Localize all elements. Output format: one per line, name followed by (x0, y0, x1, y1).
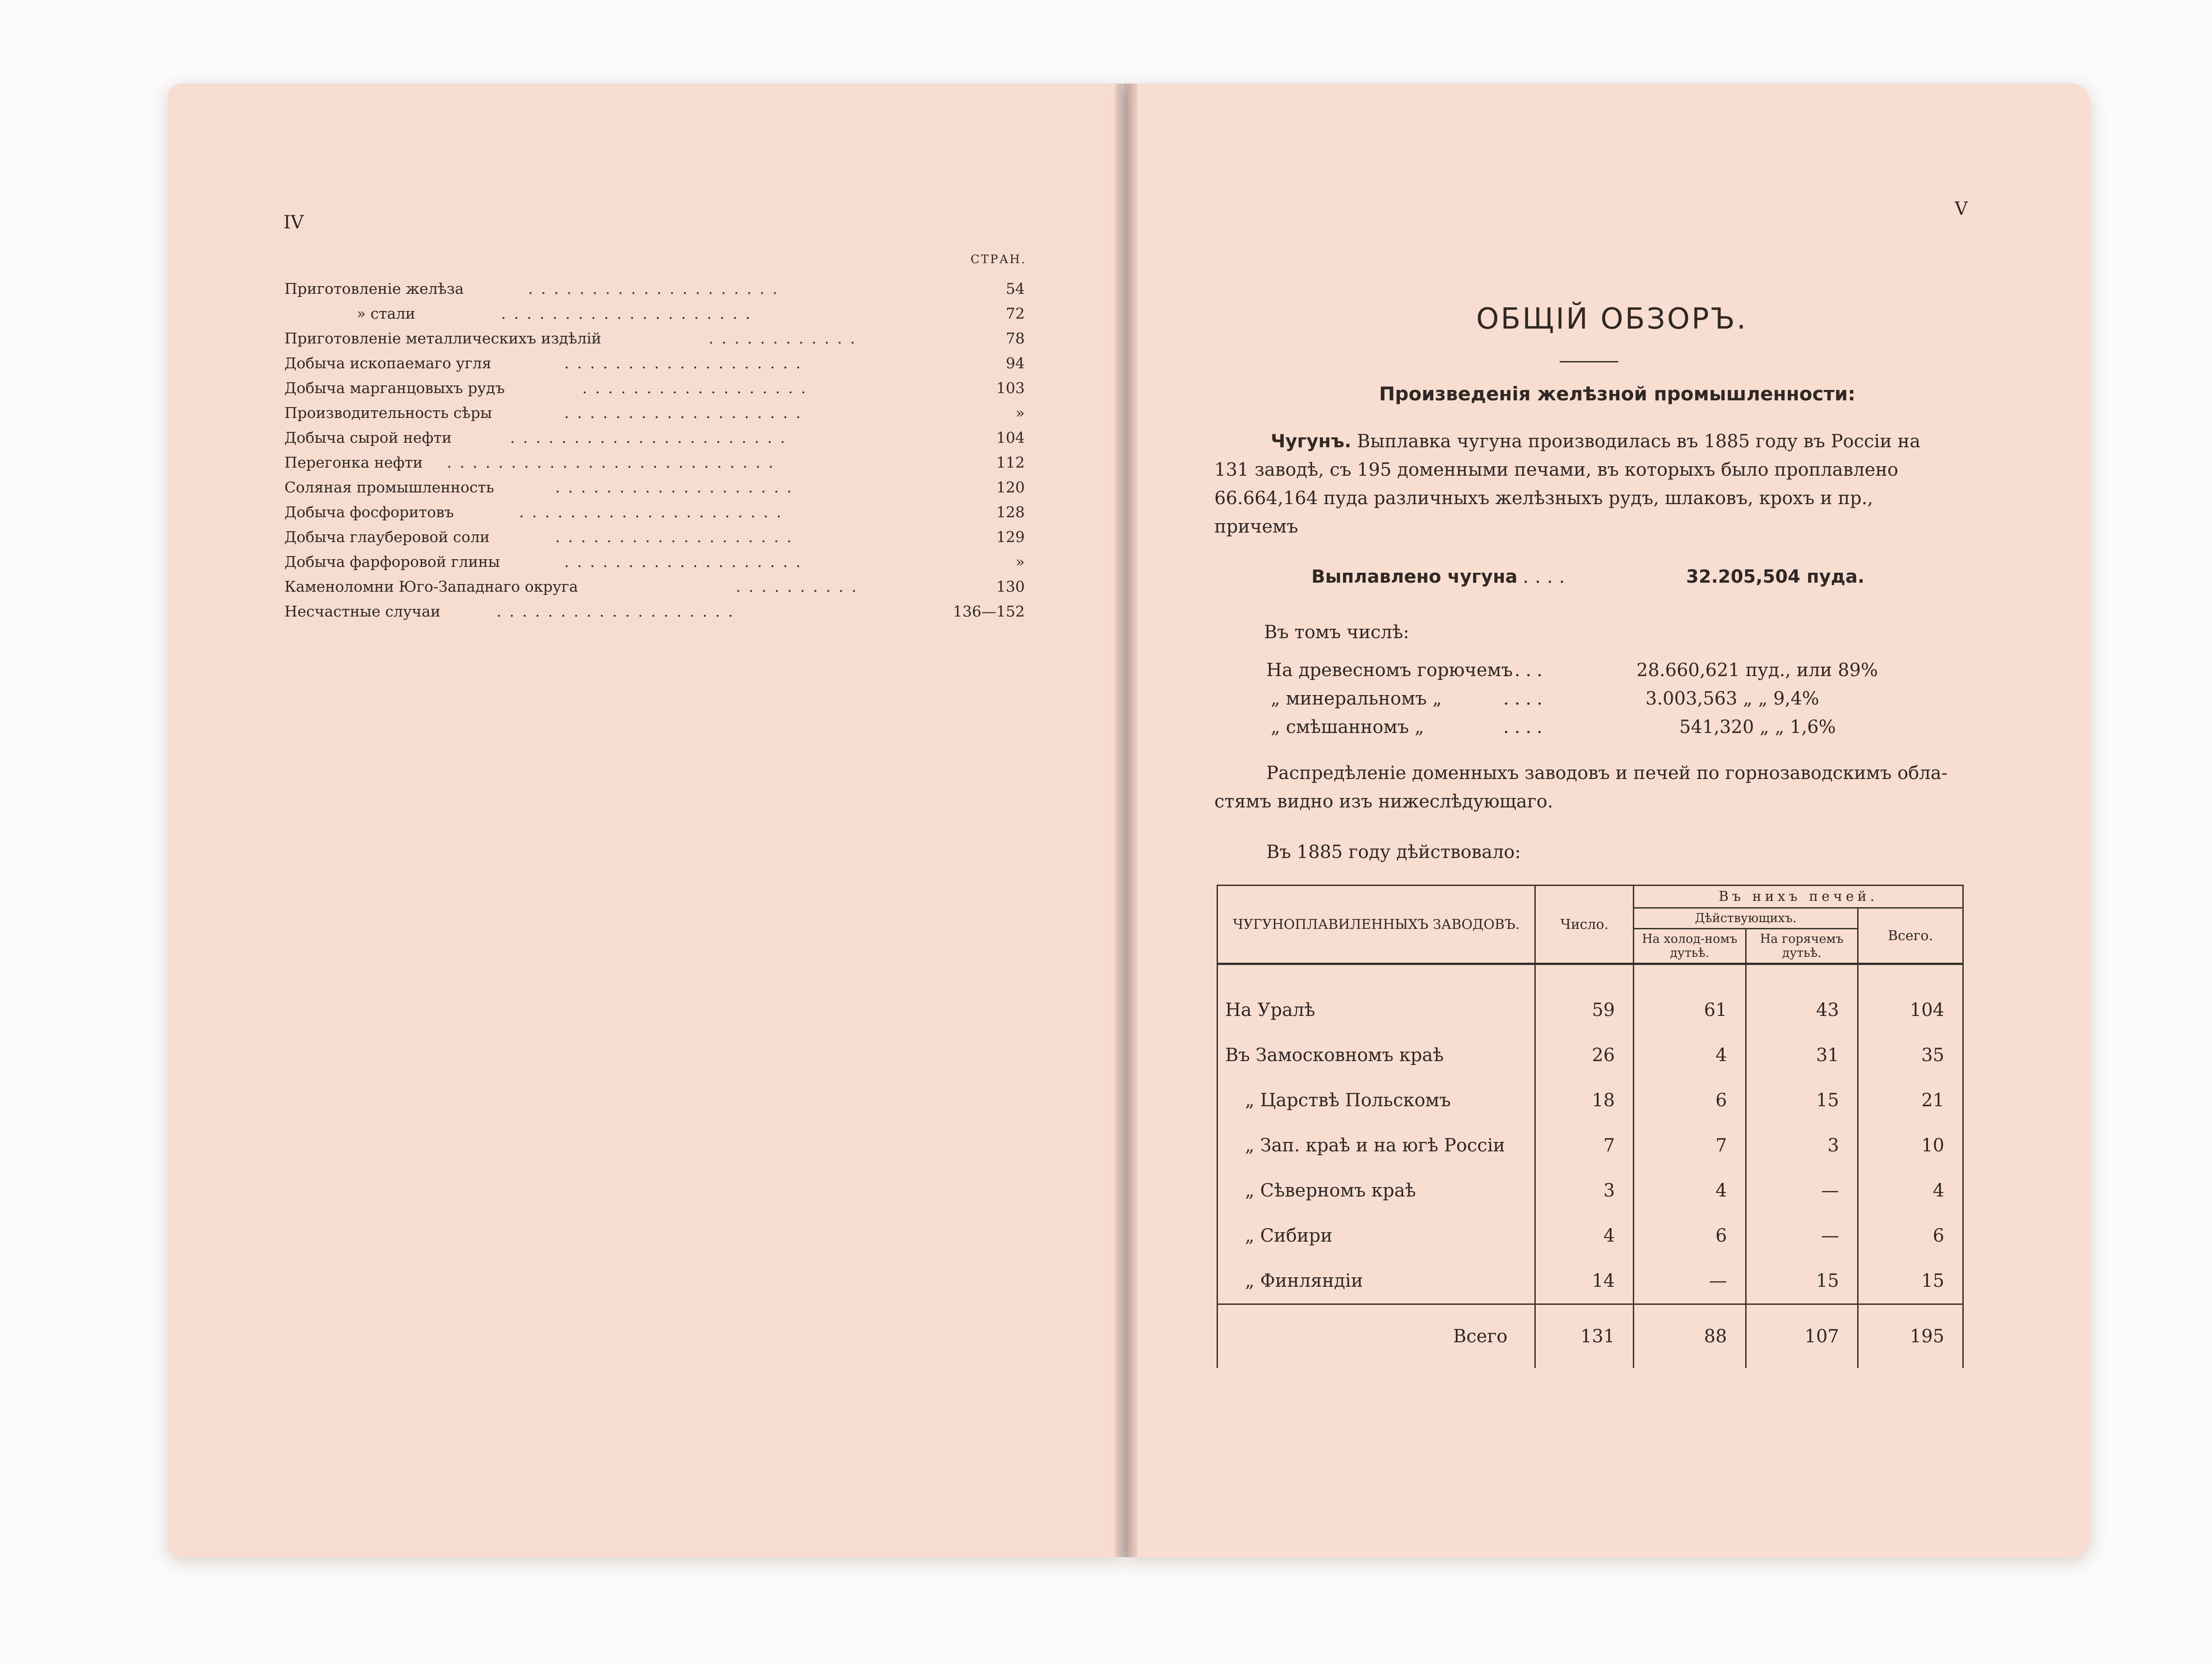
toc-item-label: Каменоломни Юго-Западнаго округа (284, 578, 578, 595)
toc-item (284, 404, 1025, 428)
paragraph-line: 131 заводѣ, съ 195 доменными печами, въ которыхъ было проплавлено (1214, 459, 1898, 480)
paragraph-line: Распредѣленіе доменныхъ заводовъ и печей по горнозаводскимъ обла- (1266, 763, 1948, 784)
table-row: Въ Замосковномъ краѣ 26 4 31 35 (1218, 1033, 1963, 1078)
leader-dots: ................... (564, 553, 809, 570)
paragraph-line: стямъ видно изъ нижеслѣдующаго. (1214, 791, 1553, 812)
toc-item (284, 379, 1025, 403)
section-heading: Произведенія желѣзной промышленности: (1379, 383, 1856, 405)
toc-item (284, 553, 1025, 577)
header-cold-blast: На холод-номъ дутьѣ. (1634, 929, 1746, 964)
toc-item (284, 503, 1025, 528)
region-cell: „ Финляндіи (1218, 1258, 1535, 1304)
page-number: V (1955, 199, 1968, 219)
leader-dots: ................... (564, 354, 809, 372)
table-row: „ Сибири 4 6 — 6 (1218, 1213, 1963, 1258)
toc-item-label: Добыча фарфоровой глины (284, 553, 500, 570)
leader-dots: .................... (501, 305, 758, 322)
leader-dots: .... (1503, 688, 1548, 709)
toc-item-label: Несчастные случаи (284, 603, 441, 620)
header-hot-blast: На горячемъ дутьѣ. (1746, 929, 1858, 964)
toc-item (284, 578, 1025, 602)
toc-item-page: 104 (996, 429, 1025, 446)
table-row: „ Зап. краѣ и на югѣ Россіи 7 7 3 10 (1218, 1123, 1963, 1168)
toc-item-label: » стали (357, 305, 416, 322)
header-active: Дѣйствующихъ. (1634, 908, 1858, 929)
paragraph-lead: Чугунъ. (1271, 431, 1352, 452)
region-cell: „ Сибири (1218, 1213, 1535, 1258)
toc-item-label: Перегонка нефти (284, 454, 423, 471)
region-cell: На Уралѣ (1218, 988, 1535, 1033)
book-gutter (1115, 83, 1138, 1557)
year-line: Въ 1885 году дѣйствовало: (1266, 842, 1521, 863)
toc-item-page: 94 (1006, 354, 1025, 372)
toc-header: СТРАН. (971, 253, 1027, 266)
toc-item-page: 72 (1006, 305, 1025, 322)
toc-item-page: 103 (996, 379, 1025, 397)
toc-item-label: Приготовленіе металлическихъ издѣлій (284, 329, 602, 347)
toc-item-page: 128 (996, 503, 1025, 521)
table-row: „ Финляндіи 14 — 15 15 (1218, 1258, 1963, 1304)
header-total: Всего. (1858, 908, 1963, 964)
including-label: Въ томъ числѣ: (1264, 622, 1409, 643)
page-title: ОБЩІЙ ОБЗОРЪ. (1476, 302, 1748, 336)
fuel-value: 3.003,563 „ „ 9,4% (1645, 688, 1819, 709)
header-plants: ЧУГУНОПЛАВИЛЕННЫХЪ ЗАВОДОВЪ. (1218, 886, 1535, 964)
toc-item-page: 78 (1006, 329, 1025, 347)
leader-dots: ................... (555, 528, 800, 546)
fuel-value: 28.660,621 пуд., или 89% (1636, 660, 1878, 681)
leader-dots: ...... (1499, 566, 1571, 587)
toc-item (284, 354, 1025, 379)
leader-dots: ...................... (510, 429, 793, 446)
leader-dots: .... (1503, 660, 1548, 681)
region-cell: „ Царствѣ Польскомъ (1218, 1078, 1535, 1123)
toc-item-label: Добыча фосфоритовъ (284, 503, 454, 521)
table-row: „ Сѣверномъ краѣ 3 4 — 4 (1218, 1168, 1963, 1213)
toc-item (284, 528, 1025, 552)
fuel-label: „ минеральномъ „ (1271, 688, 1442, 709)
title-divider (1560, 361, 1618, 362)
page-number: IV (283, 212, 304, 233)
smelted-label: Выплавлено чугуна (1311, 566, 1518, 587)
toc-item-page: 54 (1006, 280, 1025, 297)
region-cell: Въ Замосковномъ краѣ (1218, 1033, 1535, 1078)
leader-dots: .... (1503, 717, 1548, 737)
leader-dots: .......................... (447, 454, 781, 471)
toc-item-page: 112 (996, 454, 1025, 471)
total-label: Всего (1218, 1304, 1535, 1368)
toc-item-page: 120 (996, 478, 1025, 496)
leader-dots: ..................... (519, 503, 790, 521)
leader-dots: .................... (528, 280, 785, 297)
toc-item (284, 305, 1025, 329)
region-cell: „ Сѣверномъ краѣ (1218, 1168, 1535, 1213)
paragraph-line: Чугунъ. Выплавка чугуна производилась въ 1885 году въ Россіи на (1271, 431, 1921, 452)
leader-dots: .................. (582, 379, 814, 397)
toc-item (284, 454, 1025, 478)
leader-dots: ................... (497, 603, 741, 620)
header-count: Число. (1535, 886, 1634, 964)
toc-item (284, 478, 1025, 503)
fuel-label: „ смѣшанномъ „ (1271, 717, 1424, 737)
toc-item-label: Приготовленіе желѣза (284, 280, 464, 297)
paragraph-line: причемъ (1214, 516, 1298, 537)
blast-furnace-table (1217, 885, 1964, 1368)
table-row: На Уралѣ 59 61 43 104 (1218, 988, 1963, 1033)
toc-item (284, 329, 1025, 354)
toc-item (284, 429, 1025, 453)
toc-item (284, 603, 1025, 627)
toc-item-label: Добыча глауберовой соли (284, 528, 490, 546)
toc-item-page: 130 (996, 578, 1025, 595)
toc-item-page: 136—152 (953, 603, 1025, 620)
total-row: Всего 131 88 107 195 (1218, 1304, 1963, 1368)
fuel-value: 541,320 „ „ 1,6% (1679, 717, 1836, 737)
region-cell: „ Зап. краѣ и на югѣ Россіи (1218, 1123, 1535, 1168)
fuel-label: На древесномъ горючемъ (1266, 660, 1513, 681)
leader-dots: ................... (564, 404, 809, 422)
smelted-value: 32.205,504 пуда. (1686, 566, 1865, 587)
leader-dots: ............ (709, 329, 863, 347)
toc-item-label: Производительность сѣры (284, 404, 493, 422)
table-row: „ Царствѣ Польскомъ 18 6 15 21 (1218, 1078, 1963, 1123)
toc-item (284, 280, 1025, 304)
leader-dots: .......... (736, 578, 864, 595)
toc-item-label: Добыча марганцовыхъ рудъ (284, 379, 505, 397)
header-furnaces: Въ нихъ печей. (1634, 886, 1963, 908)
toc-item-page: 129 (996, 528, 1025, 546)
paragraph-line: 66.664,164 пуда различныхъ желѣзныхъ рудъ, шлаковъ, крохъ и пр., (1214, 488, 1873, 509)
leader-dots: ................... (555, 478, 800, 496)
toc-item-label: Добыча ископаемаго угля (284, 354, 492, 372)
toc-item-label: Соляная промышленность (284, 478, 494, 496)
toc-item-page: » (1015, 553, 1025, 570)
toc-item-label: Добыча сырой нефти (284, 429, 452, 446)
toc-item-page: » (1015, 404, 1025, 422)
